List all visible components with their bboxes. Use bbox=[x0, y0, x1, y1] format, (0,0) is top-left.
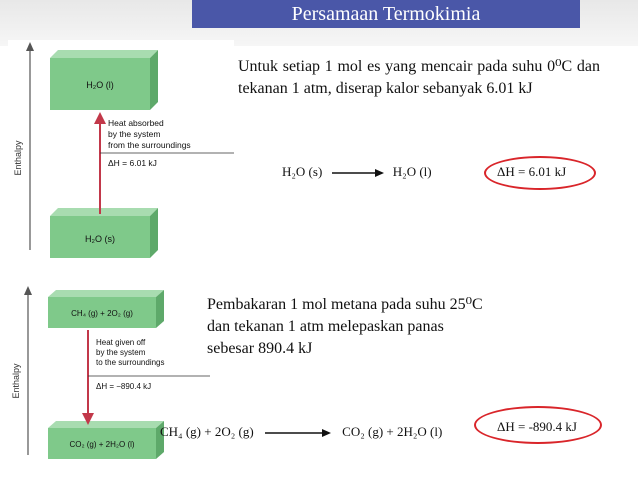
highlight-oval bbox=[484, 156, 596, 190]
enthalpy-change-combustion: ΔH = -890.4 kJ bbox=[497, 419, 577, 434]
enthalpy-diagram-melting bbox=[8, 40, 234, 262]
top-box-side-face bbox=[150, 50, 158, 110]
bottom-box-top-face bbox=[48, 421, 164, 428]
equation-product: CO₂ (g) + 2H₂O (l) bbox=[342, 424, 443, 439]
bottom-box-side-face bbox=[150, 208, 158, 258]
dh-label: ΔH = 6.01 kJ bbox=[108, 158, 157, 168]
bottom-box-top-face bbox=[50, 208, 158, 216]
description-line-1: Pembakaran 1 mol metana pada suhu 25⁰C bbox=[207, 296, 483, 313]
equation-product: H₂O (l) bbox=[392, 164, 432, 179]
equation-combustion bbox=[160, 424, 442, 440]
bottom-state-label: CO₂ (g) + 2H₂O (l) bbox=[69, 440, 135, 449]
description-melting: Untuk setiap 1 mol es yang mencair pada suhu 0⁰C dan tekanan 1 atm, diserap kalor sebanyak 6.01 kJ bbox=[238, 58, 600, 97]
equation-reactant: H₂O (s) bbox=[282, 164, 323, 179]
description-line-2: dan tekanan 1 atm melepaskan panas bbox=[207, 318, 444, 335]
bottom-state-label: H₂O (s) bbox=[85, 234, 115, 244]
arrow-caption: Heat given off by the system to the surroundings bbox=[96, 338, 165, 367]
top-state-label: H₂O (l) bbox=[86, 80, 114, 90]
top-box-top-face bbox=[50, 50, 158, 58]
dh-label: ΔH = −890.4 kJ bbox=[96, 382, 152, 391]
slide-title: Persamaan Termokimia bbox=[192, 0, 580, 28]
reaction-arrow-icon bbox=[332, 168, 384, 178]
description-line-3: sebesar 890.4 kJ bbox=[207, 340, 313, 357]
reaction-arrow-icon bbox=[265, 428, 331, 438]
description-combustion bbox=[207, 294, 587, 360]
enthalpy-change-melting: ΔH = 6.01 kJ bbox=[497, 164, 567, 179]
top-state-label: CH₄ (g) + 2O₂ (g) bbox=[71, 309, 133, 318]
equation-melting bbox=[282, 164, 432, 180]
arrow-caption: Heat absorbed by the system from the surroundings bbox=[108, 118, 191, 150]
highlight-oval bbox=[474, 406, 602, 444]
top-box-top-face bbox=[48, 290, 164, 297]
axis-label: Enthalpy bbox=[13, 140, 23, 176]
axis-label: Enthalpy bbox=[11, 363, 21, 399]
equation-reactant: CH₄ (g) + 2O₂ (g) bbox=[160, 424, 254, 439]
